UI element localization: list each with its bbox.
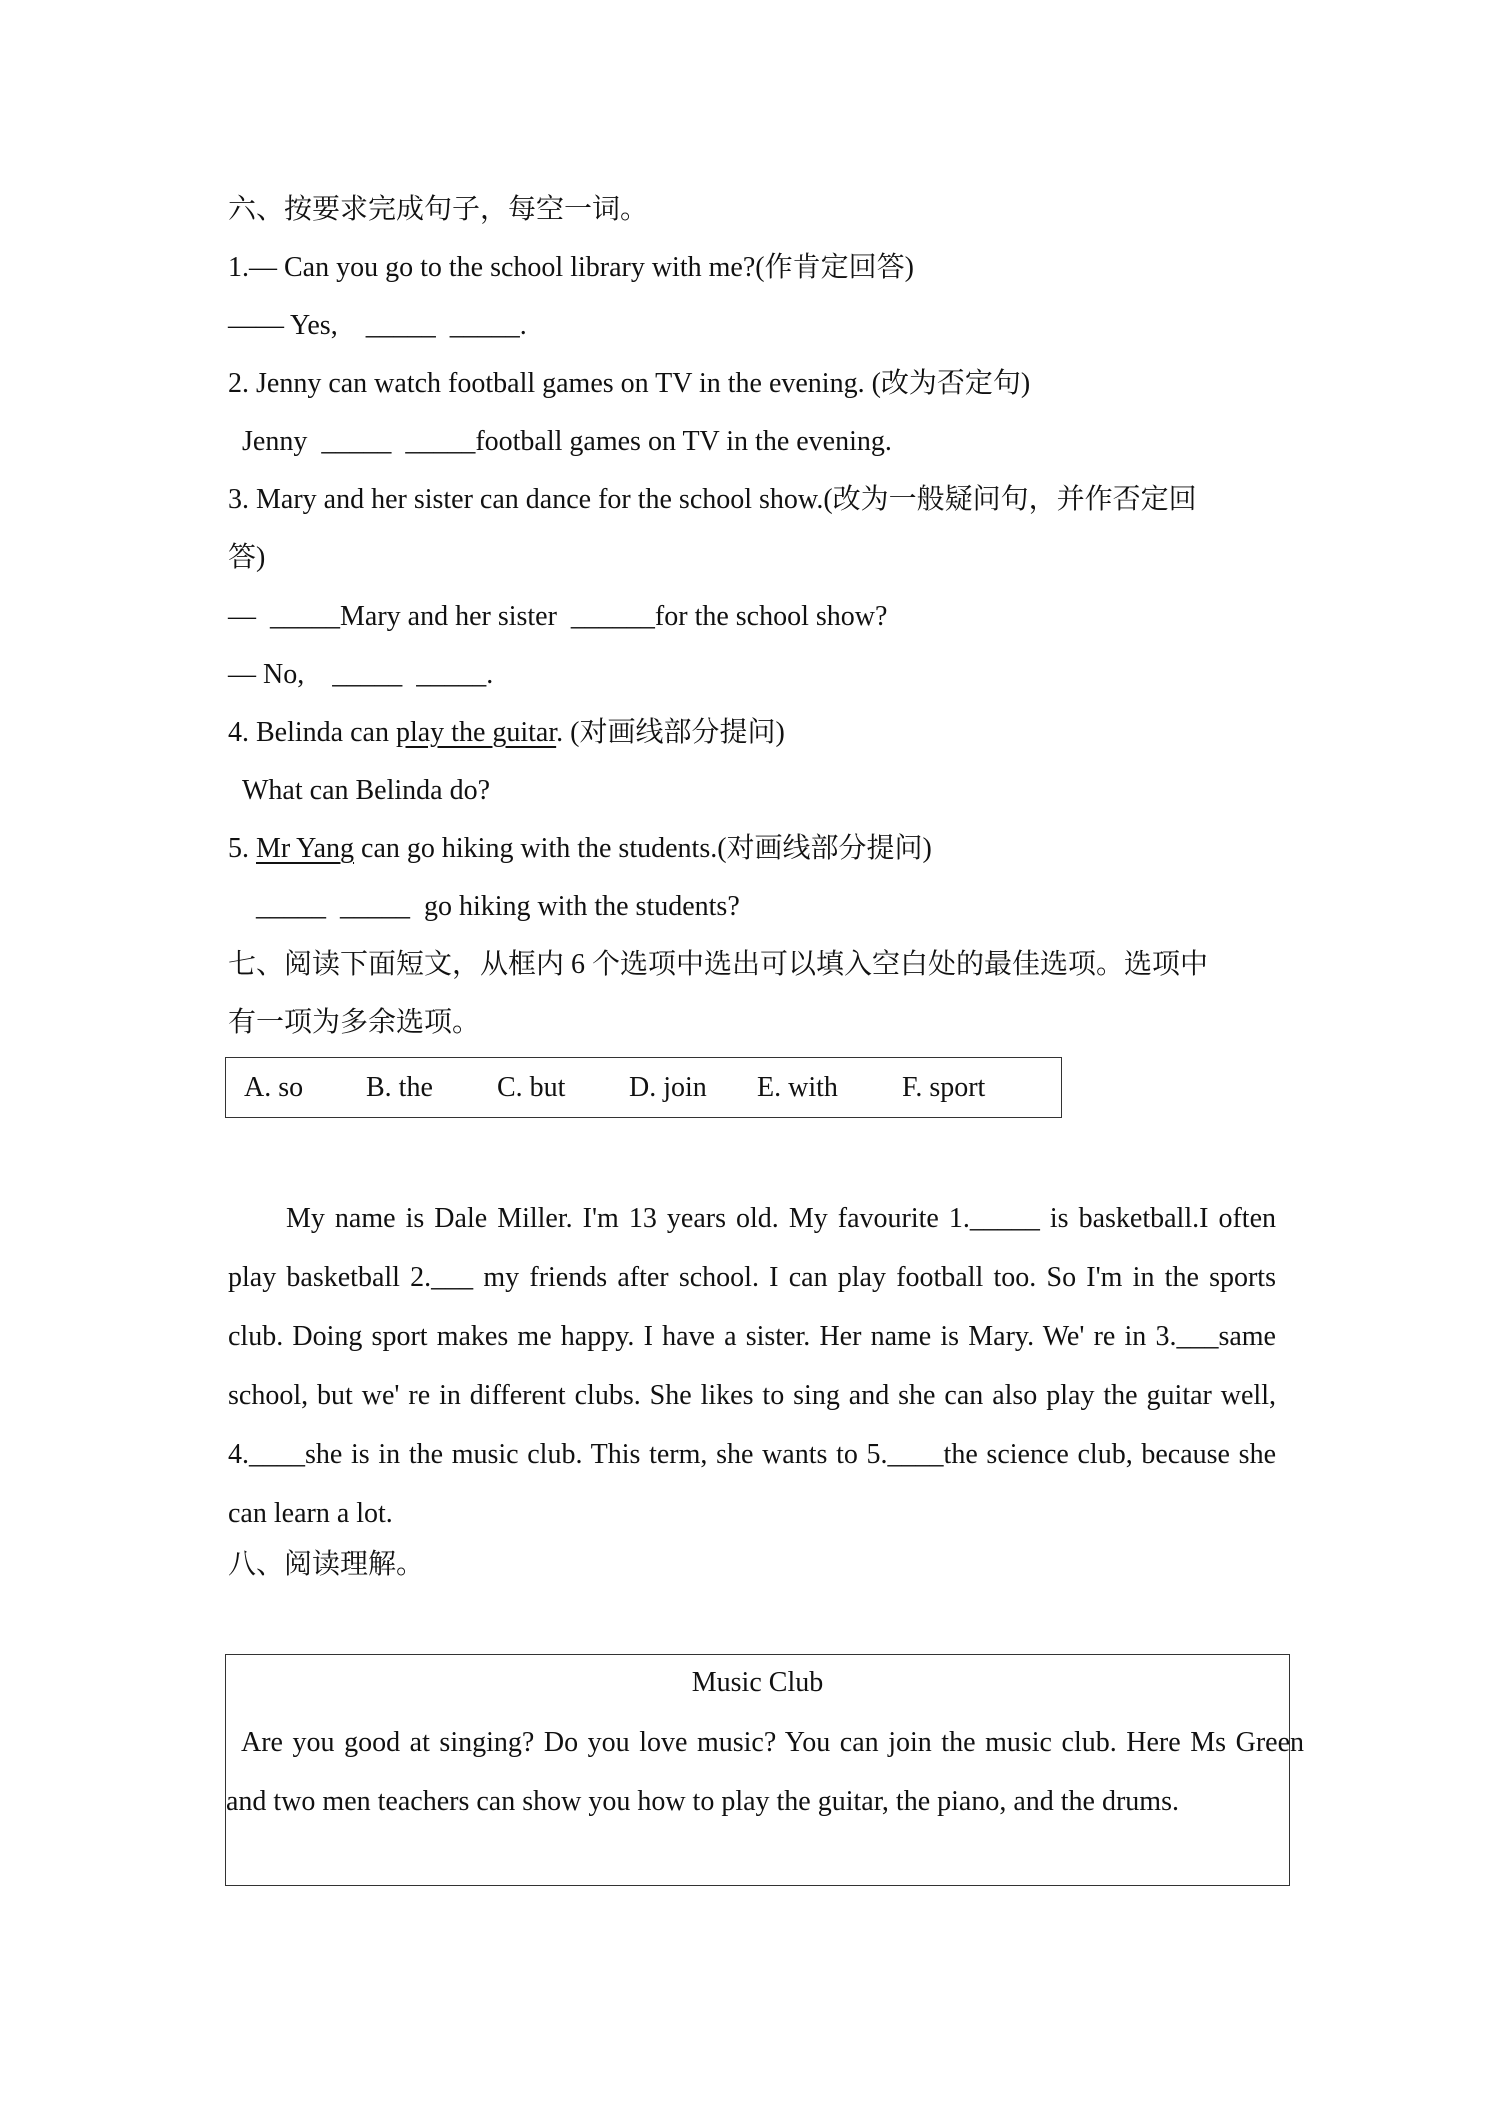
q5-underlined-phrase: Mr Yang	[256, 833, 355, 864]
option-b: B. the	[366, 1072, 433, 1103]
music-club-title: Music Club	[691, 1667, 824, 1698]
q3-prompt-continued: 答)	[228, 542, 266, 573]
q1-answer: —— Yes, _____ _____.	[228, 310, 527, 341]
q5-prompt-after: can go hiking with the students.(对画线部分提问)	[354, 833, 932, 864]
option-a: A. so	[244, 1072, 304, 1103]
cloze-passage: My name is Dale Miller. I'm 13 years old. My favourite 1._____ is basketball.I often play basketball 2.___ my friends after school. I can play football too. So I'm in the sports club. Doing sport makes me happy. I have a sister. Her name is Mary. We' re in 3.___same school, but we' re in different clubs. She likes to sing and she can also play the guitar well, 4.____she is in the music club. This term, she wants to 5.____the science club, because she can learn a lot.	[228, 1203, 1276, 1529]
q5-prompt	[228, 829, 932, 869]
q1-prompt: 1.— Can you go to the school library with me?(作肯定回答)	[228, 252, 914, 283]
music-club-text: Are you good at singing? Do you love music? You can join the music club. Here Ms Green and two men teachers can show you how to play the guitar, the piano, and the drums.	[226, 1727, 1304, 1817]
q3-answer-question: — _____Mary and her sister ______for the school show?	[228, 601, 888, 632]
q2-prompt: 2. Jenny can watch football games on TV in the evening. (改为否定句)	[228, 368, 1031, 399]
q2-answer: Jenny _____ _____football games on TV in the evening.	[242, 426, 892, 457]
q4-answer: What can Belinda do?	[242, 775, 491, 806]
options-box	[225, 1057, 1062, 1118]
option-c: C. but	[497, 1072, 566, 1103]
q4-prompt	[228, 713, 785, 753]
q4-prompt-after: . (对画线部分提问)	[556, 717, 785, 748]
section-7-heading-line1: 七、阅读下面短文，从框内 6 个选项中选出可以填入空白处的最佳选项。选项中	[228, 949, 1209, 980]
music-club-box	[225, 1654, 1304, 1886]
q4-prompt-before: 4. Belinda can	[228, 717, 396, 748]
q5-prompt-before: 5.	[228, 833, 256, 864]
section-7-heading-line2: 有一项为多余选项。	[228, 1007, 481, 1038]
q5-answer: _____ _____ go hiking with the students?	[256, 891, 740, 922]
option-f: F. sport	[902, 1072, 986, 1103]
section-8-heading: 八、阅读理解。	[228, 1549, 425, 1580]
q4-underlined-phrase: play the guitar	[395, 717, 557, 748]
section-6-heading: 六、按要求完成句子，每空一词。	[228, 194, 649, 225]
q3-prompt: 3. Mary and her sister can dance for the school show.(改为一般疑问句，并作否定回	[228, 484, 1197, 515]
option-e: E. with	[757, 1072, 838, 1103]
option-d: D. join	[629, 1072, 707, 1103]
q3-answer-reply: — No, _____ _____.	[228, 659, 494, 690]
